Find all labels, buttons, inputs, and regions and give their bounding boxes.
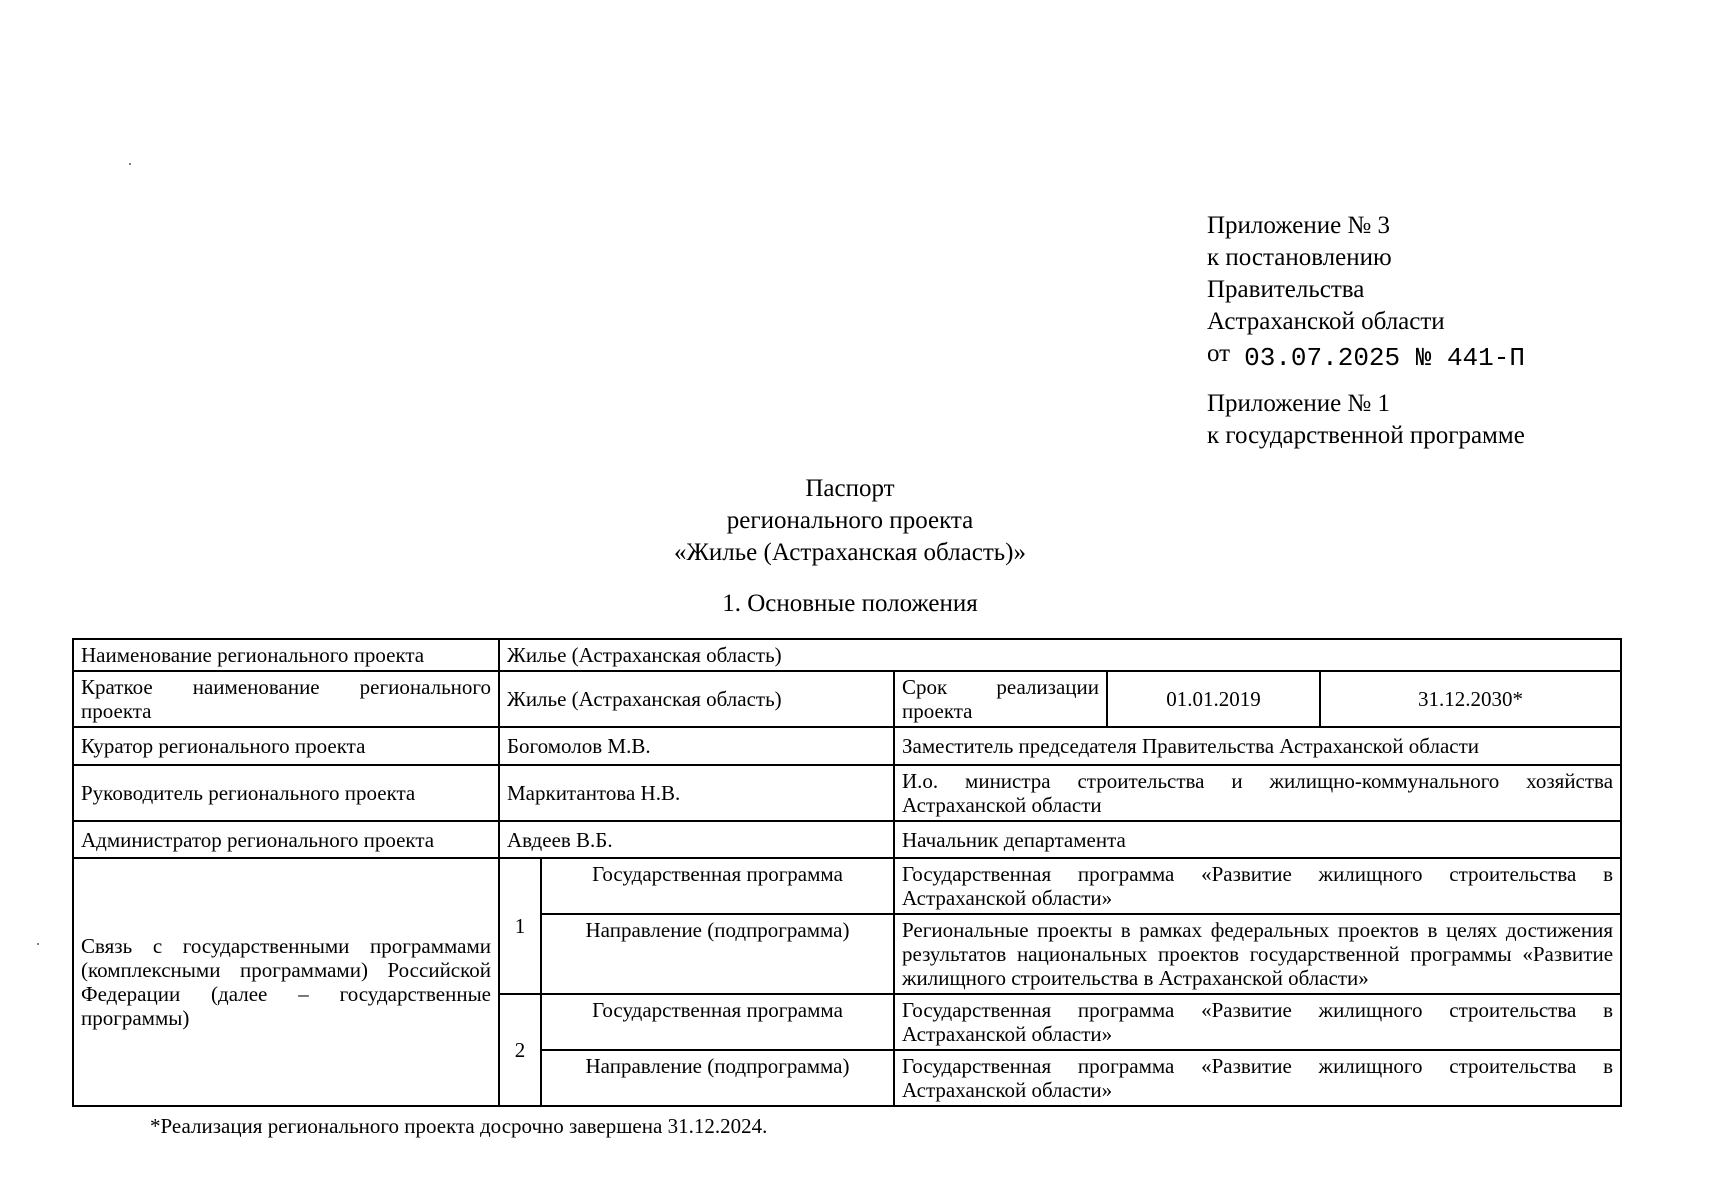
table-row — [73, 765, 1621, 821]
program-value-1: Государственная программа «Развитие жилищного строительства в Астраханской области» — [894, 858, 1621, 914]
admin-position: Начальник департамента — [894, 821, 1621, 858]
direction-value-2: Государственная программа «Развитие жилищного строительства в Астраханской области» — [894, 1050, 1621, 1106]
head-name: Маркитантова Н.В. — [499, 765, 894, 821]
section-title: 1. Основные положения — [722, 590, 978, 617]
decree-prefix: от — [1207, 340, 1231, 367]
admin-name: Авдеев В.Б. — [499, 821, 894, 858]
admin-label: Администратор регионального проекта — [73, 821, 499, 858]
table-row — [73, 671, 1621, 727]
term-end: 31.12.2030* — [1320, 671, 1621, 727]
link-number-1: 1 — [499, 858, 541, 994]
name-value: Жилье (Астраханская область) — [499, 639, 1621, 671]
table-row — [73, 639, 1621, 671]
table-row — [73, 858, 1621, 914]
program-annex-target: к государственной программе — [1207, 422, 1525, 449]
direction-value-1: Региональные проекты в рамках федеральных проектов в целях достижения результатов национальных проектов государственной программы «Развитие жилищного строительства в Астраханской области» — [894, 914, 1621, 994]
program-label-1: Государственная программа — [541, 858, 894, 914]
program-annex-number: Приложение № 1 — [1207, 390, 1391, 417]
table-row — [73, 821, 1621, 858]
title-line-1: Паспорт — [805, 475, 895, 502]
term-label: Срок реализации проекта — [894, 671, 1107, 727]
region: Астраханской области — [1207, 308, 1445, 335]
name-label: Наименование регионального проекта — [73, 639, 499, 671]
head-label: Руководитель регионального проекта — [73, 765, 499, 821]
head-position: И.о. министра строительства и жилищно-коммунального хозяйства Астраханской области — [894, 765, 1621, 821]
decree-date-number-stamp: 03.07.2025 № 441-П — [1244, 343, 1525, 373]
curator-position: Заместитель председателя Правительства Астраханской области — [894, 727, 1621, 765]
link-number-2: 2 — [499, 994, 541, 1106]
title-line-3: «Жилье (Астраханская область)» — [674, 539, 1026, 566]
curator-name: Богомолов М.В. — [499, 727, 894, 765]
short-name-value: Жилье (Астраханская область) — [499, 671, 894, 727]
short-name-label: Краткое наименование регионального проекта — [73, 671, 499, 727]
scan-speck — [129, 163, 131, 165]
program-value-2: Государственная программа «Развитие жилищного строительства в Астраханской области» — [894, 994, 1621, 1050]
direction-label-2: Направление (подпрограмма) — [541, 1050, 894, 1106]
table-row — [73, 727, 1621, 765]
direction-label-1: Направление (подпрограмма) — [541, 914, 894, 994]
program-label-2: Государственная программа — [541, 994, 894, 1050]
curator-label: Куратор регионального проекта — [73, 727, 499, 765]
footnote: *Реализация регионального проекта досрочно завершена 31.12.2024. — [150, 1114, 768, 1138]
approval-header — [1207, 210, 1525, 452]
decree-line — [1207, 338, 1525, 374]
scan-speck — [37, 943, 39, 945]
passport-table — [72, 638, 1622, 1107]
title-line-2: регионального проекта — [726, 507, 974, 534]
term-start: 01.01.2019 — [1107, 671, 1320, 727]
annex-number: Приложение № 3 — [1207, 212, 1391, 239]
to-resolution: к постановлению — [1207, 244, 1392, 271]
links-label: Связь с государственными программами (комплексными программами) Российской Федерации (далее – государственные программы) — [73, 858, 499, 1106]
government: Правительства — [1207, 276, 1365, 303]
document-title — [640, 473, 1060, 569]
